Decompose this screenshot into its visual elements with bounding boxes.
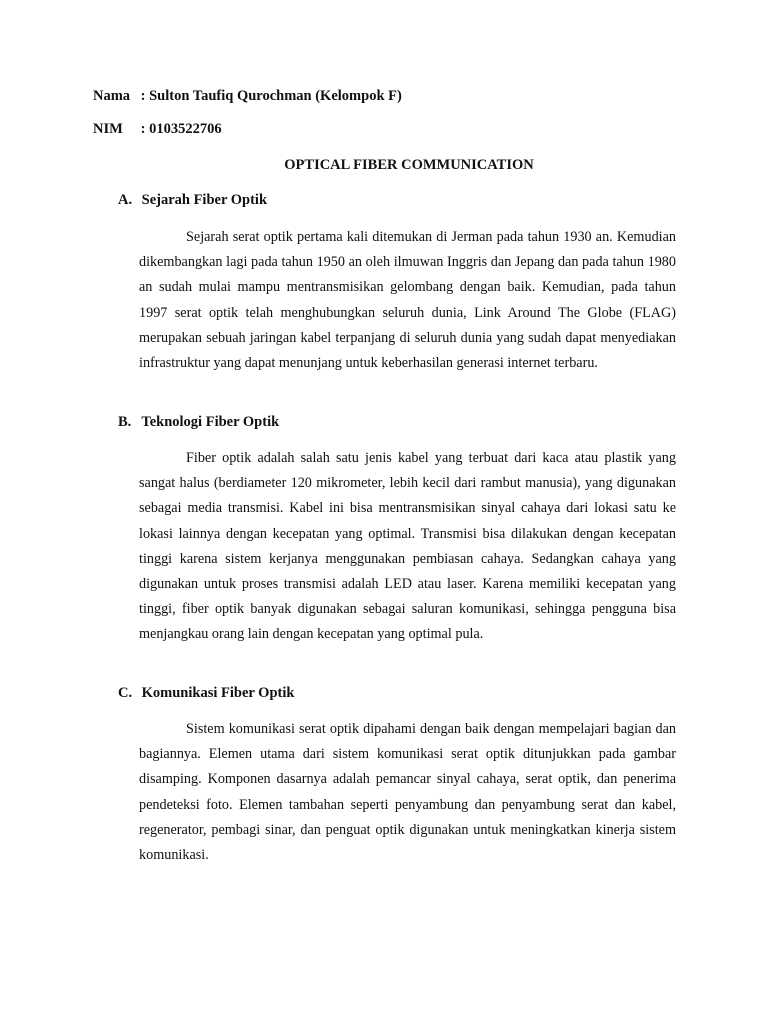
section-c-paragraph: Sistem komunikasi serat optik dipahami dengan baik dengan mempelajari bagian dan bagiannya. Elemen utama dari sistem komunikasi serat optik ditunjukkan pada gambar disamping. Komponen dasarnya adalah pemancar sinyal cahaya, serat optik, dan penerima pendeteksi foto. Elemen tambahan seperti penyambung dan penyambung serat dan kabel, regenerator, pembagi sinar, dan penguat optik digunakan untuk meningkatkan kinerja sistem komunikasi.: [139, 721, 676, 864]
section-c-letter: C.: [118, 685, 133, 701]
nim-label: NIM: [93, 121, 123, 137]
section-a-paragraph: Sejarah serat optik pertama kali ditemukan di Jerman pada tahun 1930 an. Kemudian dikembangkan lagi pada tahun 1950 an oleh ilmuwan Inggris dan Jepang dan pada tahun 1980 an sudah mulai mampu mentransmisikan gelombang dengan baik. Kemudian, pada tahun 1997 serat optik telah menghubungkan seluruh dunia, Link Around The Globe (FLAG) merupakan sebuah jaringan kabel terpanjang di seluruh dunia yang sudah dapat menyediakan infrastruktur yang dapat menunjang untuk keberhasilan generasi internet terbaru.: [139, 229, 676, 372]
section-c-title: Komunikasi Fiber Optik: [141, 685, 295, 701]
nama-row: [93, 88, 402, 105]
nama-value: : Sulton Taufiq Qurochman (Kelompok F): [140, 88, 402, 104]
section-a-heading: [118, 192, 267, 209]
nim-value: : 0103522706: [140, 121, 222, 137]
section-a-title: Sejarah Fiber Optik: [141, 192, 268, 208]
section-b-letter: B.: [118, 414, 132, 430]
section-b-paragraph: Fiber optik adalah salah satu jenis kabel yang terbuat dari kaca atau plastik yang sangat halus (berdiameter 120 mikrometer, lebih kecil dari rambut manusia), yang digunakan sebagai media transmisi. Kabel ini bisa mentransmisikan sinyal cahaya dari lokasi satu ke lokasi lainnya dengan kecepatan yang optimal. Transmisi bisa dilakukan dengan kecepatan tinggi karena sistem kerjanya menggunakan pembiasan cahaya. Sedangkan cahaya yang digunakan untuk proses transmisi adalah LED atau laser. Karena memiliki kecepatan yang tinggi, fiber optik banyak digunakan sebagai saluran komunikasi, sehingga pengguna bisa menjangkau orang lain dengan kecepatan yang optimal pula.: [139, 450, 676, 643]
nim-row: [93, 121, 222, 138]
document-title: OPTICAL FIBER COMMUNICATION: [284, 157, 534, 173]
section-b-heading: [118, 414, 279, 431]
nama-label: Nama: [93, 88, 131, 104]
section-b-title: Teknologi Fiber Optik: [141, 414, 280, 430]
section-a-letter: A.: [118, 192, 133, 208]
section-c-heading: [118, 685, 294, 702]
